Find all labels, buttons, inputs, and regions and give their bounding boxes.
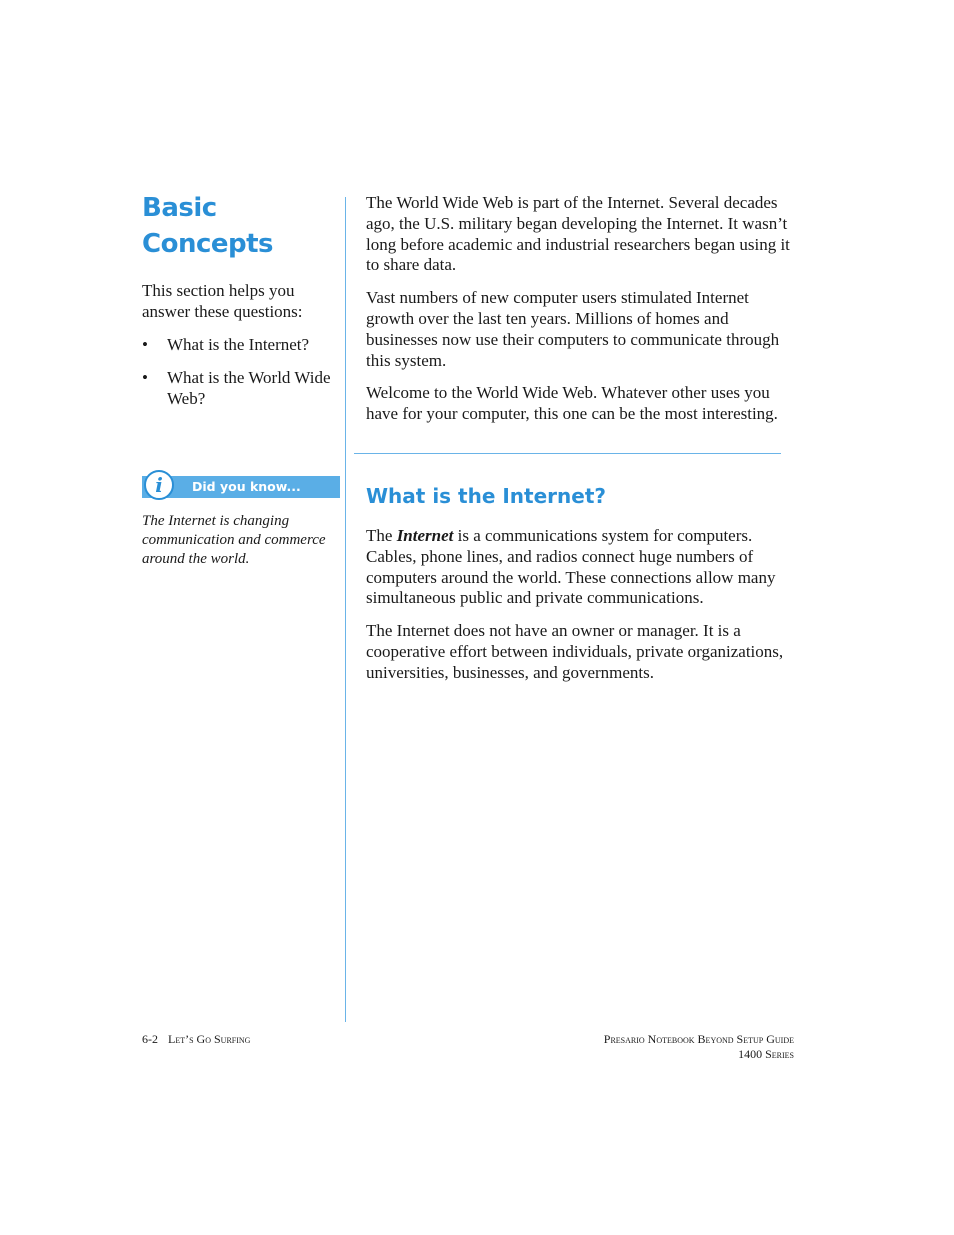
list-item-text: What is the Internet? [167,335,310,354]
series-name: 1400 Series [738,1047,794,1061]
callout-header-bar [142,473,340,498]
bullet-icon: • [142,335,148,354]
chapter-name: Let’s Go Surfing [168,1032,251,1046]
body-paragraph: The World Wide Web is part of the Internet. Several decades ago, the U.S. military began developing the Internet. It wasn’t long before academic and industrial researchers began using it to share data. [366,193,790,275]
list-item-text: What is the World Wide Web? [167,368,331,408]
callout-text: The Internet is changing communication and commerce around the world. [142,513,326,567]
list-item [142,334,338,355]
body-paragraph: Welcome to the World Wide Web. Whatever other uses you have for your computer, this one can be the most interesting. [366,383,778,424]
section-title: What is the Internet? [366,484,606,508]
body-paragraph: Vast numbers of new computer users stimulated Internet growth over the last ten years. Millions of homes and businesses now use their computers to communicate through this system. [366,288,780,370]
page-number: 6-2 [142,1032,158,1046]
body-paragraph [366,526,796,609]
guide-title: Presario Notebook Beyond Setup Guide [603,1032,794,1046]
section-rule [354,453,781,454]
left-column [142,190,338,421]
list-item [142,367,338,409]
column-divider [345,197,346,1022]
body-paragraph: The Internet does not have an owner or manager. It is a cooperative effort between individuals, private organizations, universities, businesses, and governments. [366,621,784,682]
internet-section [366,480,796,696]
page-title: Basic Concepts [142,193,274,259]
footer-left [142,1032,250,1047]
intro-text: This section helps you answer these questions: [142,281,303,321]
footer-right [604,1032,794,1062]
paragraph-prefix: The [366,526,393,545]
callout-label: Did you know... [192,479,301,494]
question-list [142,334,338,409]
term-internet: Internet [396,526,454,545]
paragraph-rest: is a communications system for computers. Cables, phone lines, and radios connect huge numbers of computers around the world. These connections allow many simultaneous public and private communications. [366,526,776,608]
did-you-know-callout [142,466,340,569]
bullet-icon: • [142,368,148,387]
main-column [366,193,796,437]
info-icon: i [144,470,174,500]
